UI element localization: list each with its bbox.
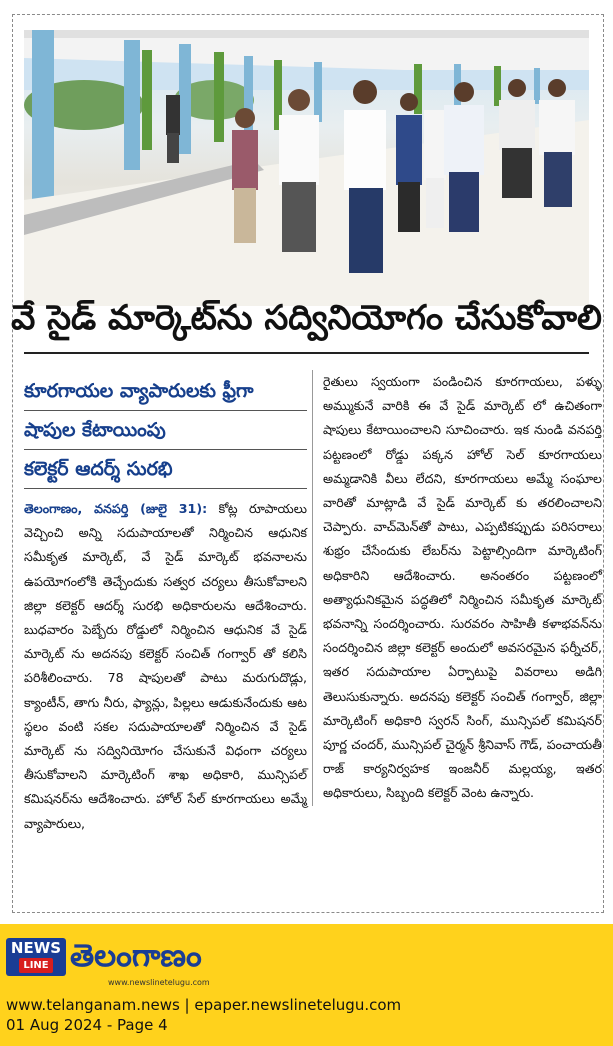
newsline-logo [6,938,66,976]
telanganam-logo: తెలంగాణం [70,938,202,974]
article-headline: వే సైడ్ మార్కెట్‌ను సద్వినియోగం చేసుకోవాలి [24,292,589,354]
line-label: LINE [19,958,52,973]
left-body [24,497,307,836]
brand-url: www.newslinetelugu.com [108,978,210,987]
footer [0,924,613,1046]
left-column [24,372,307,836]
subhead-3: కలెక్టర్ ఆదర్శ్ సురభి [24,450,307,489]
right-column [312,370,602,806]
right-body-text: రైతులు స్వయంగా పండించిన కూరగాయలు, పళ్ళు అమ్ముకునే వారికి ఈ వే సైడ్ మార్కెట్ లో ఉచితంగా షాపులు కేటాయించాలని సూచించారు. ఇక నుండి వనపర్తి పట్టణంలో రోడ్డు పక్కన హోల్ సెల్ కూరగాయలు అమ్మడానికి వీలు లేదని, కూరగాయలు అమ్మే సంఘాల వారితో మాట్లాడి వే సైడ్ మార్కెట్ కు తరలించాలని చెప్పారు. వాచ్‌మెన్‌తో పాటు, ఎప్పటికప్పుడు పరిసరాలు శుభ్రం చేసేందుకు లేబర్‌ను పెట్టాల్సిందిగా మార్కెటింగ్ అధికారిని ఆదేశించారు. అనంతరం పట్టణంలో అత్యాధునికమైన పద్ధతిలో నిర్మించిన సమీకృత మార్కెట్ భవనాన్ని సందర్శించారు. సురవరం సాహితీ కళాభవన్‌ను సందర్శించిన జిల్లా కలెక్టర్ అందులో అవసరమైన ఫర్నీచర్, ఇతర సదుపాయాల ఏర్పాటుపై వివరాలు అడిగి తెలుసుకున్నారు. అదనపు కలెక్టర్ సంచిత్ గంగ్వార్, జిల్లా మార్కెటింగ్ అధికారి స్వరన్ సింగ్, మున్సిపల్ కమిషనర్ పూర్ణ చందర్, మున్సిపల్ చైర్మన్ శ్రీనివాస్ గౌడ్, పంచాయతీ రాజ్ కార్యనిర్వహక ఇంజనీర్ మల్లయ్య, ఇతర అధికారులు, సిబ్బంది కలెక్టర్ వెంట ఉన్నారు. [323,374,602,801]
site-line: www.telanganam.news | epaper.newslinetelugu.com [6,996,402,1014]
left-body-text: కోట్ల రూపాయలు వెచ్చించి అన్ని సదుపాయాలతో నిర్మించిన ఆధునిక సమీకృత మార్కెట్, వే సైడ్ మార్కెట్ భవనాలను ఉపయోగంలోకి తెచ్చేందుకు సత్వర చర్యలు తీసుకోవాలని జిల్లా కలెక్టర్ ఆదర్శ్ సురభి అధికారులను ఆదేశించారు. బుధవారం పెబ్బేరు రోడ్డులో నిర్మించిన ఆధునిక వే సైడ్ మార్కెట్ ను అదనపు కలెక్టర్ సంచిత్ గంగ్వార్ తో కలిసి పరిశీలించారు. 78 షాపులతో పాటు మరుగుదొడ్లు, క్యాంటీన్, తాగు నీరు, ఫ్యాన్లు, పిల్లలు ఆడుకునేందుకు ఆట స్థలం వంటి సకల సదుపాయాలతో నిర్మించిన వే సైడ్ మార్కెట్ ను సద్వినియోగం చేసుకునే విధంగా చర్యలు తీసుకోవాలని మార్కెటింగ్ శాఖ అధికారి, మున్సిపల్ కమిషనర్‌ను ఆదేశించారు. హోల్ సేల్ కూరగాయలు అమ్మే వ్యాపారులు, [24,501,307,831]
subhead-1: కూరగాయల వ్యాపారులకు ఫ్రీగా [24,372,307,411]
photo-illustration [24,30,589,306]
dateline: తెలంగాణం, వనపర్తి (జులై 31): [24,501,208,516]
article-photo [24,30,589,306]
date-line: 01 Aug 2024 - Page 4 [6,1016,168,1034]
news-label: NEWS [10,939,62,957]
subhead-2: షాపుల కేటాయింపు [24,411,307,450]
